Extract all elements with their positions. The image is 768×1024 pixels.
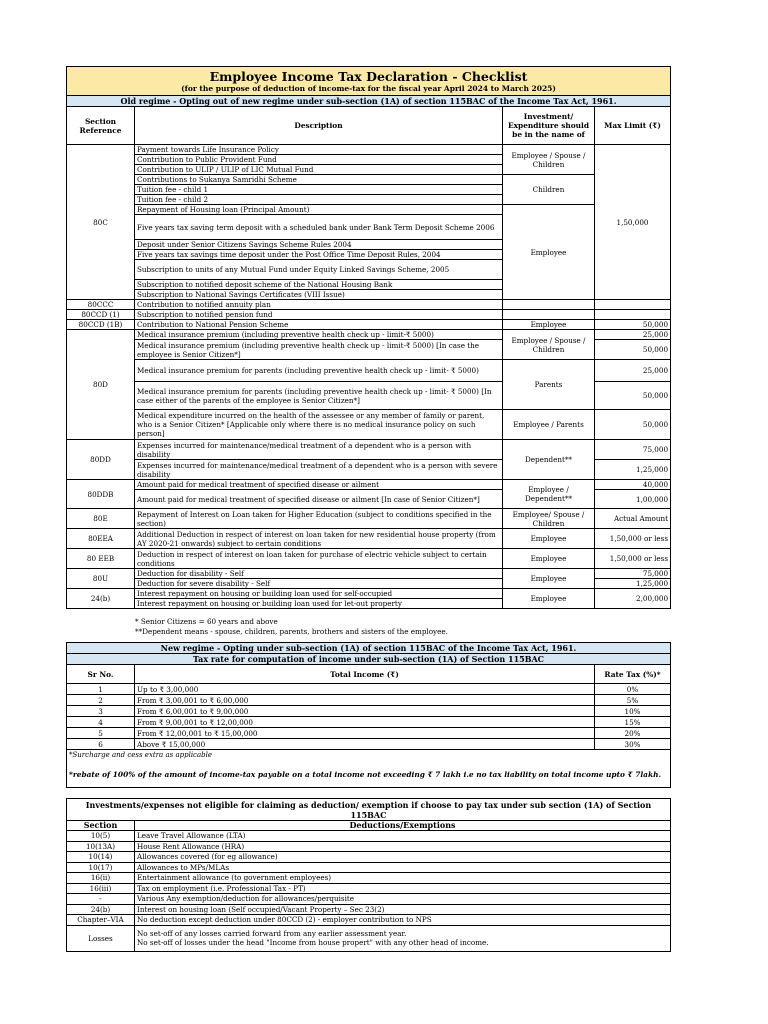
s80ccd1b-desc: Contribution to National Pension Scheme: [135, 320, 503, 330]
slab-sr: 1: [67, 684, 135, 695]
title-block: [67, 67, 671, 96]
s80ccd1-investor: [503, 310, 595, 320]
slab-rate: 15%: [595, 717, 671, 728]
s80eeb-desc: Deduction in respect of interest on loan taken for purchase of electric vehicle subject to certain conditions: [135, 549, 503, 569]
s80ccc-limit: [595, 300, 671, 310]
rebate-note: *rebate of 100% of the amount of income-tax payable on a total income not exceeding ₹ 7 lakh i.e no tax liability on total income upto ₹ 7lakh.: [67, 762, 671, 788]
s80d-limit: 50,000: [595, 410, 671, 440]
s80e-investor: Employee/ Spouse / Children: [503, 509, 595, 529]
s80c-investor-children: Children: [503, 175, 595, 205]
s80u-item: Deduction for disability - Self: [135, 569, 503, 579]
header-rate-tax: Rate Tax (%)*: [595, 665, 671, 684]
losses-section: Losses: [67, 925, 135, 951]
s80ccc-investor: [503, 300, 595, 310]
s80d-investor-parents-employee: Employee / Parents: [503, 410, 595, 440]
table-row: [67, 706, 671, 717]
s80c-item: Subscription to units of any Mutual Fund under Equity Linked Savings Scheme, 2005: [135, 260, 503, 280]
table-row: [67, 739, 671, 750]
s80u-limit: 1,25,000: [595, 579, 671, 589]
table-row: [67, 873, 671, 884]
s80ddb-limit: 40,000: [595, 480, 671, 490]
table-row: [67, 894, 671, 905]
section-80dd: 80DD: [67, 440, 135, 480]
section-80u: 80U: [67, 569, 135, 589]
s80c-item: Tuition fee - child 1: [135, 185, 503, 195]
slab-income: From ₹ 3,00,001 to ₹ 6,00,000: [135, 695, 595, 706]
header-max-limit: Max Limit (₹): [595, 107, 671, 145]
header-section-reference: Section Reference: [67, 107, 135, 145]
s80dd-limit: 75,000: [595, 440, 671, 460]
exemption-text: Entertainment allowance (to government employees): [135, 873, 671, 884]
exemption-text: Interest on housing loan (Self occupied/Vacant Property – Sec 23(2): [135, 904, 671, 915]
page-title: Employee Income Tax Declaration - Checklist: [209, 68, 528, 84]
exemptions-band: Investments/expenses not eligible for claiming as deduction/ exemption if choose to pay tax under sub section (1A) of Section 115BAC: [67, 799, 671, 821]
s80dd-investor: Dependent**: [503, 440, 595, 480]
table-row: [67, 684, 671, 695]
table-row: [67, 862, 671, 873]
s80c-item: Deposit under Senior Citizens Savings Scheme Rules 2004: [135, 240, 503, 250]
s80eea-limit: 1,50,000 or less: [595, 529, 671, 549]
s80eea-investor: Employee: [503, 529, 595, 549]
header-sr-no: Sr No.: [67, 665, 135, 684]
exemptions-table: [66, 798, 671, 952]
s80d-item: Medical insurance premium for parents (including preventive health check up - limit- ₹ 5000): [135, 360, 503, 382]
s24b-item: Interest repayment on housing or building loan used for let-out property: [135, 599, 503, 609]
s80c-item: Tuition fee - child 2: [135, 195, 503, 205]
slab-rate: 5%: [595, 695, 671, 706]
s80ddb-investor: Employee / Dependent**: [503, 480, 595, 509]
header-investor: Investment/ Expenditure should be in the name of: [503, 107, 595, 145]
s24b-limit: 2,00,000: [595, 589, 671, 609]
table-row: [67, 717, 671, 728]
header-total-income: Total Income (₹): [135, 665, 595, 684]
header-description: Description: [135, 107, 503, 145]
s80dd-item: Expenses incurred for maintenance/medical treatment of a dependent who is a person with severe disability: [135, 460, 503, 480]
s80d-item: Medical insurance premium (including preventive health check up - limit-₹ 5000) [In case the employee is Senior Citizen*]: [135, 340, 503, 360]
section-80ddb: 80DDB: [67, 480, 135, 509]
s80c-investor-family: Employee / Spouse / Children: [503, 145, 595, 175]
table-row: [67, 728, 671, 739]
exemption-text: Various Any exemption/deduction for allowances/perquisite: [135, 894, 671, 905]
exemption-text: No deduction except deduction under 80CCD (2) - employer contribution to NPS: [135, 915, 671, 926]
s80eea-desc: Additional Deduction in respect of interest on loan taken for new residential house property (from AY 2020-21 onwards) subject to certain conditions: [135, 529, 503, 549]
table-row: [67, 831, 671, 842]
table-row: [67, 925, 671, 951]
s80d-investor-parents: Parents: [503, 360, 595, 410]
table-row: [67, 904, 671, 915]
s24b-item: Interest repayment on housing or building loan used for self-occupied: [135, 589, 503, 599]
s80eeb-investor: Employee: [503, 549, 595, 569]
s80c-item: Contribution to ULIP / ULIP of LIC Mutual Fund: [135, 165, 503, 175]
s80ccc-desc: Contribution to notified annuity plan: [135, 300, 503, 310]
section-80ccd1b: 80CCD (1B): [67, 320, 135, 330]
s80c-investor-employee: Employee: [503, 205, 595, 300]
s80ddb-item: Amount paid for medical treatment of specified disease or ailment: [135, 480, 503, 490]
slab-rate: 20%: [595, 728, 671, 739]
s80c-item: Five years tax saving term deposit with a scheduled bank under Bank Term Deposit Scheme 2006: [135, 215, 503, 240]
s80e-desc: Repayment of Interest on Loan taken for Higher Education (subject to conditions specified in the section): [135, 509, 503, 529]
s80c-item: Repayment of Housing loan (Principal Amount): [135, 205, 503, 215]
section-80ccd1: 80CCD (1): [67, 310, 135, 320]
table-row: [67, 695, 671, 706]
s80dd-limit: 1,25,000: [595, 460, 671, 480]
losses-text: [135, 925, 671, 951]
new-regime-table: [66, 642, 671, 788]
s24b-investor: Employee: [503, 589, 595, 609]
exemption-text: Tax on employment (i.e. Professional Tax - PT): [135, 883, 671, 894]
s80d-item: Medical expenditure incurred on the health of the assessee or any member of family or parent, who is a Senior Citizen* [Applicable only where there is no medical insurance policy on such person]: [135, 410, 503, 440]
old-regime-table: [66, 66, 671, 609]
s80ddb-item: Amount paid for medical treatment of specified disease or ailment [In case of Senior Citizen*]: [135, 490, 503, 509]
section-24b: 24(b): [67, 589, 135, 609]
exemption-section: 16(ii): [67, 873, 135, 884]
s80d-investor-family: Employee / Spouse / Children: [503, 330, 595, 360]
slab-sr: 3: [67, 706, 135, 717]
exemption-text: Allowances to MPs/MLAs: [135, 862, 671, 873]
slab-sr: 5: [67, 728, 135, 739]
s80e-limit: Actual Amount: [595, 509, 671, 529]
s80d-limit: 25,000: [595, 360, 671, 382]
surcharge-note: *Surcharge and cess extra as applicable: [67, 750, 671, 762]
slab-income: From ₹ 12,00,001 to ₹ 15,00,000: [135, 728, 595, 739]
header-deductions: Deductions/Exemptions: [135, 821, 671, 831]
s80c-item: Subscription to National Savings Certificates (VIII Issue): [135, 290, 503, 300]
slab-income: From ₹ 6,00,001 to ₹ 9,00,000: [135, 706, 595, 717]
s80d-limit: 50,000: [595, 382, 671, 410]
s80d-item: Medical insurance premium (including preventive health check up - limit-₹ 5000): [135, 330, 503, 340]
footnotes: [66, 617, 670, 637]
section-80c: 80C: [67, 145, 135, 300]
exemption-section: 10(14): [67, 852, 135, 863]
s80c-item: Five years tax savings time deposit under the Post Office Time Deposit Rules, 2004: [135, 250, 503, 260]
s80u-item: Deduction for severe disability - Self: [135, 579, 503, 589]
s80c-item: Contribution to Public Provident Fund: [135, 155, 503, 165]
slab-sr: 2: [67, 695, 135, 706]
section-80eea: 80EEA: [67, 529, 135, 549]
slab-rate: 30%: [595, 739, 671, 750]
section-80d: 80D: [67, 330, 135, 440]
old-regime-band: Old regime - Opting out of new regime under sub-section (1A) of section 115BAC of the Income Tax Act, 1961.: [67, 96, 671, 107]
table-row: [67, 883, 671, 894]
dependent-note: **Dependent means - spouse, children, parents, brothers and sisters of the employee.: [135, 627, 448, 636]
slab-sr: 4: [67, 717, 135, 728]
table-row: [67, 841, 671, 852]
slab-income: Up to ₹ 3,00,000: [135, 684, 595, 695]
s80d-limit: 25,000: [595, 330, 671, 340]
page-subtitle: (for the purpose of deduction of income-tax for the fiscal year April 2024 to March 2025): [181, 83, 556, 93]
tax-rate-band: Tax rate for computation of income under sub-section (1A) of Section 115BAC: [67, 654, 671, 665]
s80ccd1-limit: [595, 310, 671, 320]
senior-citizen-note: * Senior Citizens = 60 years and above: [135, 617, 278, 626]
section-80e: 80E: [67, 509, 135, 529]
exemption-section: 16(iii): [67, 883, 135, 894]
exemption-section: 24(b): [67, 904, 135, 915]
section-80eeb: 80 EEB: [67, 549, 135, 569]
losses-line: No set-off of losses under the head "Income from house propert" with any other head of income.: [137, 938, 489, 947]
s80c-item: Payment towards Life Insurance Policy: [135, 145, 503, 155]
new-regime-band: New regime - Opting under sub-section (1A) of section 115BAC of the Income Tax Act, 1961.: [67, 643, 671, 654]
section-80ccc: 80CCC: [67, 300, 135, 310]
exemption-text: Leave Travel Allowance (LTA): [135, 831, 671, 842]
slab-sr: 6: [67, 739, 135, 750]
s80u-limit: 75,000: [595, 569, 671, 579]
exemption-text: House Rent Allowance (HRA): [135, 841, 671, 852]
s80u-investor: Employee: [503, 569, 595, 589]
slab-income: Above ₹ 15,00,000: [135, 739, 595, 750]
s80c-limit: 1,50,000: [595, 145, 671, 300]
exemption-section: 10(13A): [67, 841, 135, 852]
exemption-text: Allowances covered (for eg allowance): [135, 852, 671, 863]
s80c-item: Contributions to Sukanya Samridhi Scheme: [135, 175, 503, 185]
exemption-section: 10(17): [67, 862, 135, 873]
s80dd-item: Expenses incurred for maintenance/medical treatment of a dependent who is a person with disability: [135, 440, 503, 460]
s80ccd1-desc: Subscription to notified pension fund: [135, 310, 503, 320]
s80d-item: Medical insurance premium for parents (including preventive health check up - limit- ₹ 5000) [In case either of the parents of the employee is Senior Citizen*]: [135, 382, 503, 410]
s80c-item: Subscription to notified deposit scheme of the National Housing Bank: [135, 280, 503, 290]
slab-rate: 10%: [595, 706, 671, 717]
s80ccd1b-investor: Employee: [503, 320, 595, 330]
exemption-section: -: [67, 894, 135, 905]
table-row: [67, 915, 671, 926]
exemption-section: Chapter–VIA: [67, 915, 135, 926]
s80ccd1b-limit: 50,000: [595, 320, 671, 330]
slab-income: From ₹ 9,00,001 to ₹ 12,00,000: [135, 717, 595, 728]
losses-line: No set-off of any losses carried forward from any earlier assessment year.: [137, 929, 407, 938]
slab-rate: 0%: [595, 684, 671, 695]
s80d-limit: 50,000: [595, 340, 671, 360]
tax-declaration-sheet: [66, 66, 670, 952]
s80eeb-limit: 1,50,000 or less: [595, 549, 671, 569]
header-section: Section: [67, 821, 135, 831]
s80ddb-limit: 1,00,000: [595, 490, 671, 509]
exemption-section: 10(5): [67, 831, 135, 842]
table-row: [67, 852, 671, 863]
